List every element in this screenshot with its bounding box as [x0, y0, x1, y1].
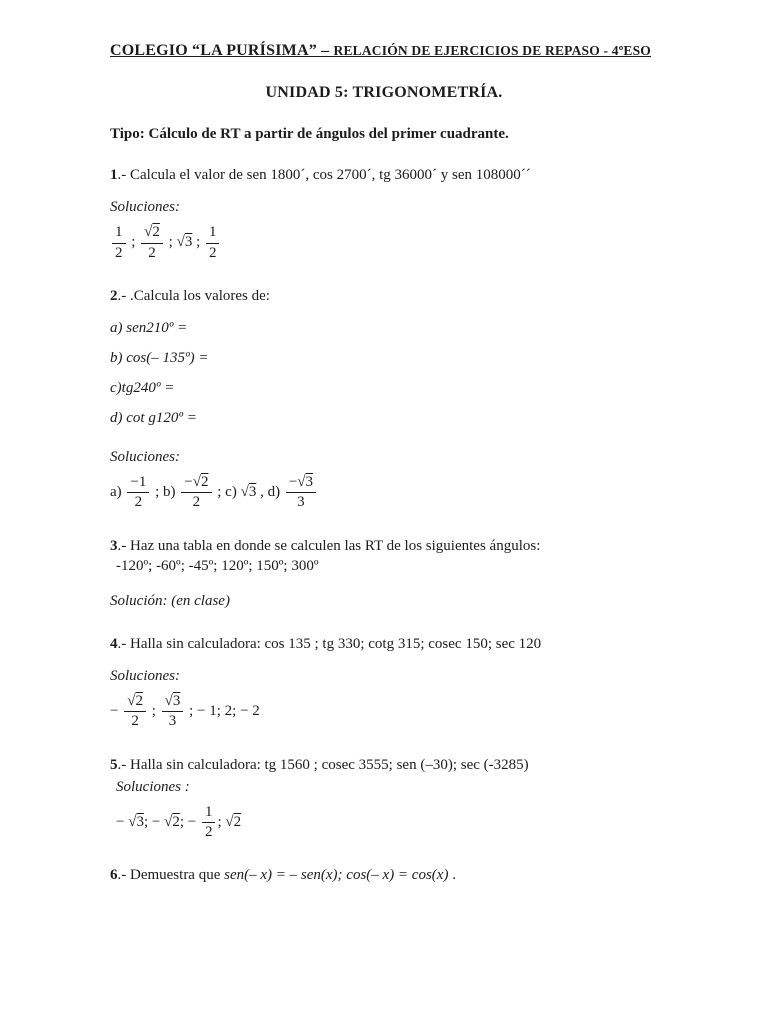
exercise-3-solution-label: Solución: (en clase) — [110, 592, 230, 609]
exercise-1 — [110, 165, 658, 262]
exercise-2 — [110, 286, 658, 512]
sqrt-expression: √3 — [128, 813, 144, 830]
exercise-5-text: .- Halla sin calculadora: tg 1560 ; cosec 3555; sen (–30); sec (-3285) — [117, 756, 529, 773]
fraction: $\frac{√2}{2}$ — [124, 693, 146, 731]
topic-line: Tipo: Cálculo de RT a partir de ángulos del primer cuadrante. — [110, 126, 509, 142]
sqrt-expression: √3 — [164, 693, 181, 709]
header-subtitle: RELACIÓN DE EJERCICIOS DE REPASO - 4ºESO — [333, 43, 652, 58]
exercise-6 — [110, 865, 658, 885]
exercise-1-solution-math: $\frac{1}{2}$ ; $\frac{√2}{2}$ ; √3 ; $\frac{1}{2}$ — [110, 224, 658, 262]
exercise-2-solution-math: a) $\frac{-1}{2}$ ; b) $\frac{-√2}{2}$ ; c) √3 , d) $\frac{-√3}{3}$ — [110, 474, 658, 512]
exercise-2-solutions-label: Soluciones: — [110, 449, 180, 465]
exercise-5 — [110, 755, 658, 842]
exercise-1-number: 1 — [110, 167, 118, 183]
unit-title: UNIDAD 5: TRIGONOMETRÍA. — [265, 84, 503, 101]
fraction: $\frac{√3}{3}$ — [162, 693, 184, 731]
exercise-3-angles: -120º; -60º; -45º; 120º; 150º; 300º — [116, 557, 319, 574]
exercise-1-statement — [110, 165, 658, 185]
exercise-2-statement — [110, 286, 658, 306]
exercise-5-statement — [110, 755, 658, 775]
fraction: $\frac{-√3}{3}$ — [286, 474, 316, 512]
exercise-3-statement — [110, 536, 658, 556]
sqrt-expression: √2 — [127, 693, 143, 709]
exercise-6-number: 6 — [110, 867, 118, 884]
exercise-3-text: .- Haz una tabla en donde se calculen las RT de los siguientes ángulos: — [117, 537, 541, 554]
sqrt-expression: √2 — [144, 224, 160, 241]
exercise-3-number: 3 — [110, 537, 118, 554]
exercise-4-statement — [110, 634, 658, 654]
exercise-2-number: 2 — [110, 287, 118, 304]
sqrt-expression: √3 — [240, 484, 257, 501]
exercise-4-text: .- Halla sin calculadora: cos 135 ; tg 330; cotg 315; cosec 150; sec 120 — [117, 635, 542, 652]
school-name: COLEGIO “LA PURÍSIMA” – — [110, 42, 334, 59]
exercise-6-math-text: sen(– x) = – sen(x); cos(– x) = cos(x) — [224, 867, 449, 884]
sqrt-expression: √2 — [225, 813, 242, 830]
exercise-2-item-c: c)tg240º = — [110, 380, 175, 396]
exercise-1-text: .- Calcula el valor de sen 1800´, cos 2700´, tg 36000´ y sen 108000´´ — [117, 167, 531, 183]
exercise-4 — [110, 634, 658, 731]
exercise-4-solution-math: − $\frac{√2}{2}$ ; $\frac{√3}{3}$ ; − 1; 2; − 2 — [110, 693, 260, 730]
fraction: $\frac{-1}{2}$ — [127, 474, 149, 512]
sqrt-expression: √2 — [192, 474, 209, 490]
fraction: $\frac{-√2}{2}$ — [181, 474, 211, 512]
exercise-1-solutions-label: Soluciones: — [110, 199, 180, 216]
fraction: $\frac{√2}{2}$ — [141, 224, 163, 262]
exercise-2-text: .- .Calcula los valores de: — [117, 287, 270, 304]
exercise-2-item-a: a) sen210º = — [110, 320, 188, 336]
sqrt-expression: √2 — [164, 813, 180, 830]
exercise-5-solution-math: − √3; − √2; − $\frac{1}{2}$ ; √2 — [116, 803, 242, 840]
sqrt-expression: √3 — [297, 474, 314, 490]
exercise-4-number: 4 — [110, 635, 118, 652]
exercise-6-statement — [110, 865, 658, 885]
fraction: $\frac{1}{2}$ — [202, 804, 216, 842]
sqrt-expression: √3 — [176, 234, 193, 251]
document-header — [110, 42, 658, 60]
fraction: $\frac{1}{2}$ — [206, 224, 220, 262]
exercise-2-items — [110, 320, 658, 427]
exercise-4-solutions-label: Soluciones: — [110, 668, 180, 684]
exercise-2-item-b: b) cos(– 135º) = — [110, 350, 209, 366]
exercise-3 — [110, 536, 658, 610]
exercise-6-post: . — [448, 867, 456, 884]
exercise-5-number: 5 — [110, 756, 118, 773]
exercise-5-solutions-label: Soluciones : — [116, 778, 190, 795]
exercise-2-item-d: d) cot g120º = — [110, 410, 197, 426]
fraction: $\frac{1}{2}$ — [112, 224, 126, 262]
exercise-6-pre: .- Demuestra que — [117, 867, 225, 884]
